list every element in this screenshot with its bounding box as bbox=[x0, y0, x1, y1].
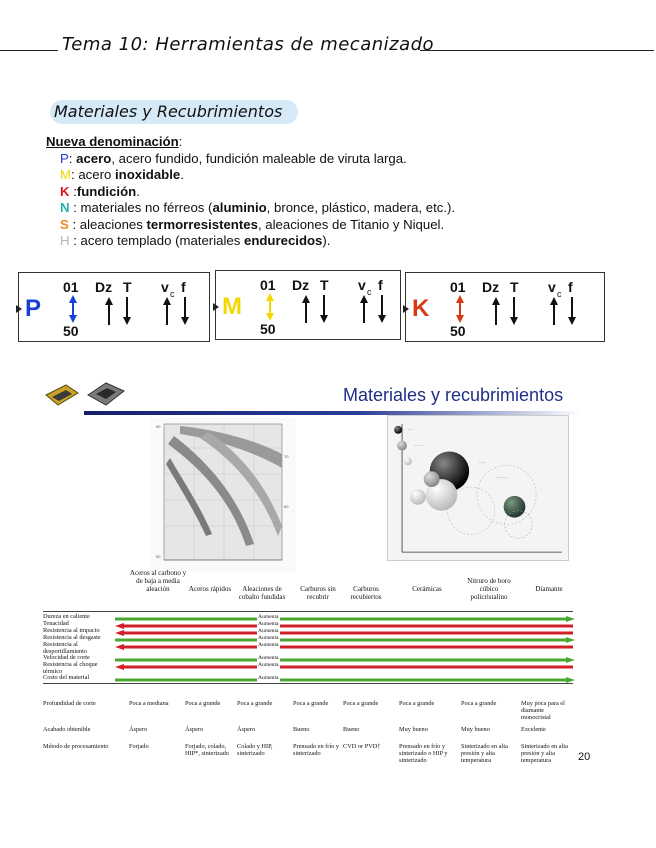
pointer-icon bbox=[403, 305, 409, 313]
vc-up-arrow bbox=[359, 295, 369, 323]
topic-title: Tema 10: Herramientas de mecanizado bbox=[62, 34, 435, 55]
denomination-heading: Nueva denominación: bbox=[46, 134, 183, 149]
t-down-arrow bbox=[122, 297, 132, 325]
denomination-row bbox=[46, 233, 455, 250]
column-header: Nitruro de boro cúbico policristalino bbox=[467, 577, 511, 601]
denomination-row bbox=[46, 184, 455, 201]
group-letter: M bbox=[222, 293, 242, 320]
property-label: Velocidad de corte bbox=[43, 654, 90, 661]
slide-title: Materiales y recubrimientos bbox=[343, 385, 564, 405]
table-cell: Prensado en frío y sinterizado bbox=[293, 743, 339, 757]
pointer-icon bbox=[213, 303, 219, 311]
column-header: Aceros rápidos bbox=[188, 585, 232, 593]
vc-subscript: c bbox=[170, 289, 175, 299]
range-top-label: 01 bbox=[63, 279, 79, 295]
denomination-text: , bronce, plástico, madera, etc.). bbox=[266, 200, 456, 215]
table-cell: Bueno bbox=[293, 726, 310, 733]
property-trend-arrow bbox=[115, 630, 575, 636]
f-down-arrow bbox=[567, 297, 577, 325]
hardness-temperature-chart-image bbox=[150, 418, 296, 572]
dz-up-arrow bbox=[491, 297, 501, 325]
svg-text:····: ···· bbox=[407, 426, 414, 432]
property-label: Resistencia al impacto bbox=[43, 627, 100, 634]
denomination-text: , acero fundido, fundición maleable de viruta larga. bbox=[111, 150, 407, 166]
dz-up-arrow bbox=[104, 297, 114, 325]
trend-tag: Aumenta bbox=[258, 675, 279, 681]
table-cell: Colado y HIP, sinterizado bbox=[237, 743, 273, 757]
table-cell: Poca a mediana bbox=[129, 700, 169, 707]
denomination-text: acero bbox=[76, 150, 112, 166]
table-cell: Forjado, colado, HIP*, sinterizado bbox=[185, 743, 230, 757]
svg-text:90: 90 bbox=[156, 424, 161, 429]
trend-tag: Aumenta bbox=[258, 621, 279, 627]
table-cell: Poca a grande bbox=[293, 700, 329, 707]
table-cell: Poca a grande bbox=[185, 700, 221, 707]
vc-up-arrow bbox=[549, 297, 559, 325]
denomination-text: : aleaciones bbox=[68, 216, 147, 232]
table-cell: Forjado bbox=[129, 743, 149, 750]
topic-header bbox=[0, 30, 656, 60]
table-cell: Poca a grande bbox=[237, 700, 273, 707]
svg-text:50: 50 bbox=[156, 554, 161, 559]
denomination-text: . bbox=[136, 183, 140, 199]
vc-label: v bbox=[161, 279, 169, 295]
property-label: Resistencia al choque térmico bbox=[43, 661, 98, 675]
table-cell: Áspero bbox=[237, 726, 256, 733]
trend-tag: Aumenta bbox=[258, 662, 279, 668]
tool-material-spheres-image bbox=[387, 415, 569, 561]
dz-label: Dz bbox=[482, 279, 500, 295]
range-bottom-label: 50 bbox=[63, 323, 79, 339]
range-top-label: 01 bbox=[450, 279, 466, 295]
table-cell: Excelente bbox=[521, 726, 546, 733]
group-letter: K bbox=[412, 295, 430, 322]
table-cell: Bueno bbox=[343, 726, 360, 733]
group-letter: H bbox=[60, 233, 70, 248]
svg-text:·······: ······· bbox=[413, 442, 424, 448]
t-down-arrow bbox=[319, 295, 329, 323]
column-header: Aceros al carbono y de baja a media aleación bbox=[129, 569, 187, 593]
denomination-row bbox=[46, 217, 455, 234]
material-group-box-m bbox=[215, 270, 401, 340]
property-trend-arrow bbox=[115, 644, 575, 650]
group-letter: S bbox=[60, 216, 69, 232]
table-cell: Muy poca para el diamante monocristal bbox=[521, 700, 565, 721]
table-cell: Áspero bbox=[185, 726, 204, 733]
denomination-text: : bbox=[69, 183, 77, 199]
vc-up-arrow bbox=[162, 297, 172, 325]
denomination-text: : acero templado (materiales bbox=[69, 233, 244, 248]
property-label: Resistencia al desportillamiento bbox=[43, 641, 88, 655]
page-number: 20 bbox=[578, 751, 591, 763]
t-label: T bbox=[320, 277, 329, 293]
denomination-text: aluminio bbox=[212, 200, 267, 215]
t-label: T bbox=[123, 279, 132, 295]
property-label: Tenacidad bbox=[43, 620, 69, 627]
table-row-label: Método de procesamiento bbox=[43, 743, 109, 750]
dz-up-arrow bbox=[301, 295, 311, 323]
denomination-row bbox=[46, 200, 455, 217]
denomination-text: inoxidable bbox=[114, 167, 181, 182]
denomination-text: : materiales no férreos ( bbox=[69, 200, 213, 215]
table-cell: Prensado en frío y sinterizado o HIP y sinterizado bbox=[399, 743, 448, 764]
t-down-arrow bbox=[509, 297, 519, 325]
f-label: f bbox=[378, 277, 383, 293]
property-label: Resistencia al desgaste bbox=[43, 634, 101, 641]
denomination-list bbox=[46, 134, 455, 250]
group-letter: P bbox=[25, 295, 42, 322]
cutting-inserts-image bbox=[44, 381, 128, 411]
f-label: f bbox=[568, 279, 573, 295]
trend-tag: Aumenta bbox=[258, 614, 279, 620]
property-trend-arrow bbox=[115, 657, 575, 663]
property-trend-arrow bbox=[115, 664, 575, 670]
property-label: Dureza en caliente bbox=[43, 613, 90, 620]
svg-text:60: 60 bbox=[284, 504, 289, 509]
column-header: Carburos recubiertos bbox=[350, 585, 382, 601]
denomination-row bbox=[46, 167, 455, 184]
f-down-arrow bbox=[180, 297, 190, 325]
group-letter: K bbox=[60, 183, 70, 199]
denomination-text: termorresistentes bbox=[146, 216, 258, 232]
f-label: f bbox=[181, 279, 186, 295]
denomination-text: , aleaciones de Titanio y Niquel. bbox=[257, 216, 445, 232]
svg-text:········: ········ bbox=[496, 475, 508, 481]
trend-tag: Aumenta bbox=[258, 642, 279, 648]
property-label: Costo del material bbox=[43, 674, 90, 681]
dz-label: Dz bbox=[95, 279, 113, 295]
denomination-row bbox=[46, 151, 455, 168]
f-down-arrow bbox=[377, 295, 387, 323]
denomination-text: . bbox=[180, 167, 184, 182]
table-cell: Poca a grande bbox=[399, 700, 435, 707]
vc-subscript: c bbox=[367, 287, 372, 297]
table-cell: Muy bueno bbox=[461, 726, 490, 733]
table-cell: Poca a grande bbox=[461, 700, 497, 707]
property-trend-arrow bbox=[115, 616, 575, 622]
table-cell: CVD or PVD† bbox=[343, 743, 381, 750]
column-header: Aleaciones de cobalto fundidas bbox=[238, 585, 286, 601]
material-group-box-k bbox=[405, 272, 605, 342]
table-cell: Áspero bbox=[129, 726, 148, 733]
range-top-label: 01 bbox=[260, 277, 276, 293]
denomination-text: : bbox=[68, 150, 77, 166]
range-arrow bbox=[455, 295, 465, 323]
table-row-label: Profundidad de corte bbox=[43, 700, 96, 707]
vc-label: v bbox=[358, 277, 366, 293]
range-bottom-label: 50 bbox=[450, 323, 466, 339]
denomination-text: endurecidos bbox=[243, 233, 323, 248]
topic-rule-left bbox=[0, 50, 58, 51]
section-title: Materiales y Recubrimientos bbox=[50, 100, 298, 124]
dz-label: Dz bbox=[292, 277, 310, 293]
table-cell: Sinterizado en alta presión y alta temperatura bbox=[461, 743, 508, 764]
header-rule bbox=[43, 611, 573, 612]
pointer-icon bbox=[16, 305, 22, 313]
column-header: Cerámicas bbox=[412, 585, 442, 593]
trend-tag: Aumenta bbox=[258, 655, 279, 661]
denomination-text: ). bbox=[322, 233, 331, 248]
svg-text:·····: ····· bbox=[478, 459, 486, 465]
range-bottom-label: 50 bbox=[260, 321, 276, 337]
group-letter: N bbox=[60, 200, 70, 215]
property-trend-arrow bbox=[115, 637, 575, 643]
svg-text:70: 70 bbox=[284, 454, 289, 459]
table-cell: Sinterizado en alta presión y alta temperatura bbox=[521, 743, 568, 764]
group-letter: M bbox=[60, 167, 71, 182]
vc-label: v bbox=[548, 279, 556, 295]
range-arrow bbox=[265, 293, 275, 321]
table-cell: Muy bueno bbox=[399, 726, 428, 733]
section-rule bbox=[43, 683, 573, 684]
vc-subscript: c bbox=[557, 289, 562, 299]
property-trend-arrow bbox=[115, 623, 575, 629]
t-label: T bbox=[510, 279, 519, 295]
table-cell: Poca a grande bbox=[343, 700, 379, 707]
denomination-text: fundición bbox=[76, 183, 137, 199]
trend-tag: Aumenta bbox=[258, 628, 279, 634]
column-header: Diamante bbox=[535, 585, 563, 593]
group-letter: P bbox=[60, 150, 69, 166]
range-arrow bbox=[68, 295, 78, 323]
column-header: Carburos sin recubrir bbox=[300, 585, 336, 601]
denomination-text: : acero bbox=[71, 167, 115, 182]
table-row-label: Acabado obtenible bbox=[43, 726, 91, 733]
topic-rule-right bbox=[420, 50, 654, 51]
trend-tag: Aumenta bbox=[258, 635, 279, 641]
material-group-box-p bbox=[18, 272, 210, 342]
